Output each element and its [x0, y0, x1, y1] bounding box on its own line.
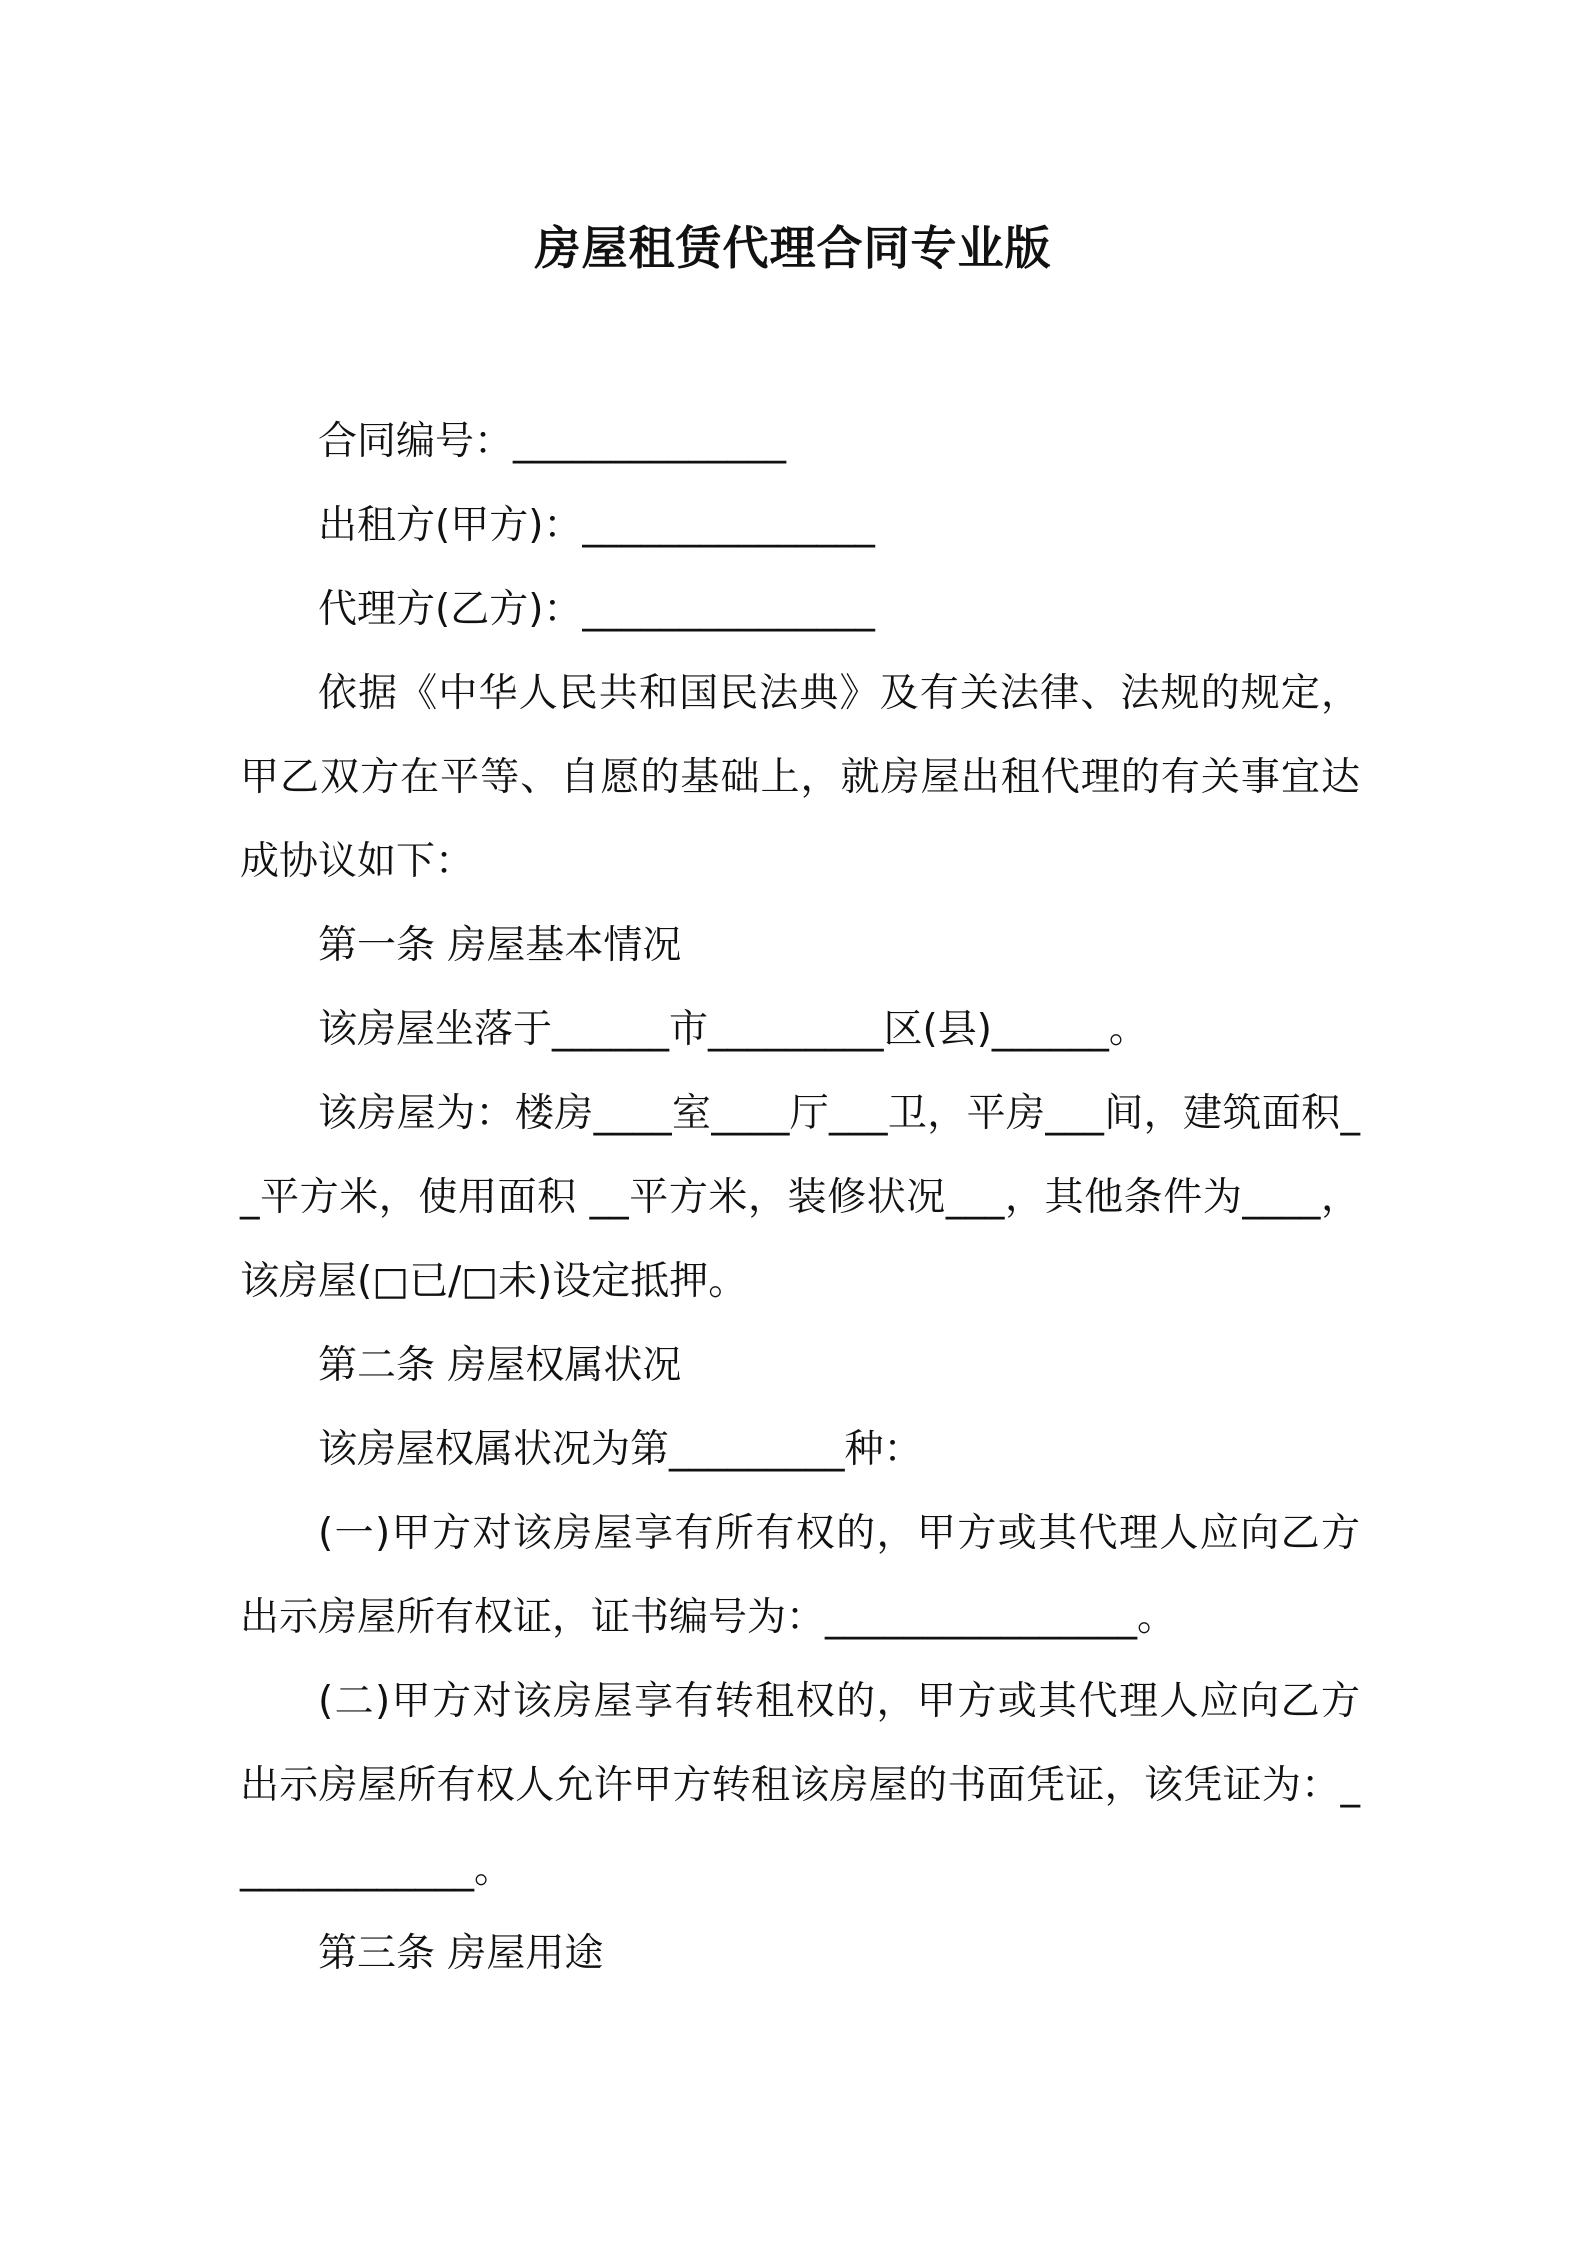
lessor-line: 出租方(甲方)：_______________: [318, 503, 875, 548]
article-2-heading: 第二条 房屋权属状况: [318, 1343, 682, 1388]
ownership-clause-1: (一)甲方对该房屋享有所有权的，甲方或其代理人应向乙方出示房屋所有权证，证书编号为：________________。: [240, 1511, 1360, 1640]
article-1-heading: 第一条 房屋基本情况: [318, 923, 682, 968]
article-3-heading: 第三条 房屋用途: [318, 1931, 604, 1976]
ownership-clause-2: (二)甲方对该房屋享有转租权的，甲方或其代理人应向乙方出示房屋所有权人允许甲方转租该房屋的书面凭证，该凭证为：_____________。: [240, 1679, 1360, 1892]
property-location-paragraph: 该房屋坐落于______市_________区(县)______。: [318, 1007, 1148, 1052]
document-body: [240, 400, 1360, 1996]
preamble-paragraph: 依据《中华人民共和国民法典》及有关法律、法规的规定，甲乙双方在平等、自愿的基础上，就房屋出租代理的有关事宜达成协议如下：: [240, 671, 1360, 884]
contract-number-line: 合同编号：______________: [318, 419, 787, 464]
document-title: 房屋租赁代理合同专业版: [534, 221, 1052, 275]
ownership-type-paragraph: 该房屋权属状况为第_________种：: [318, 1427, 923, 1472]
agent-line: 代理方(乙方)：_______________: [318, 587, 875, 632]
property-details-paragraph: 该房屋为：楼房____室____厅___卫，平房___间，建筑面积__平方米，使用面积 __平方米，装修状况___，其他条件为____，该房屋(□已/□未)设定抵押。: [240, 1091, 1360, 1304]
